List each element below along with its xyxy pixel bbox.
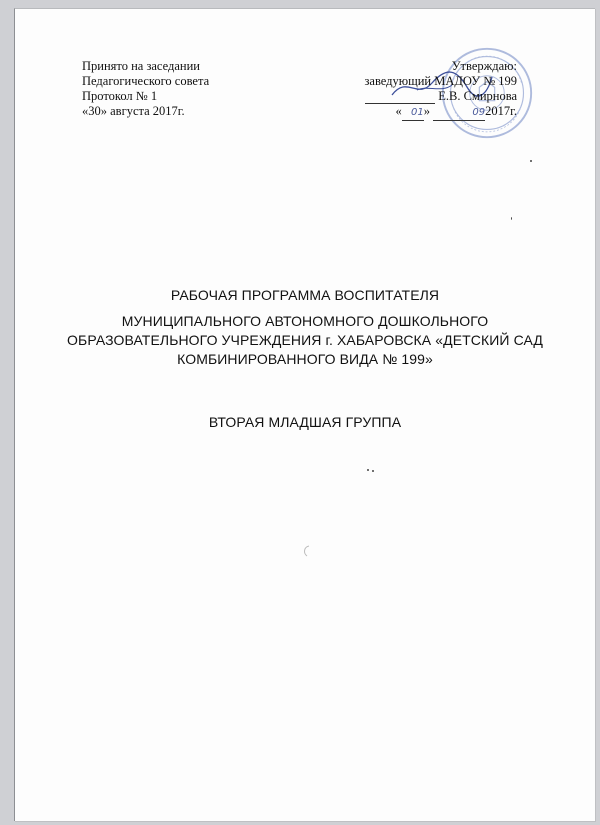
signature-row	[347, 89, 517, 104]
organization-line: ОБРАЗОВАТЕЛЬНОГО УЧРЕЖДЕНИЯ г. ХАБАРОВСКА «ДЕТСКИЙ САД	[67, 332, 543, 348]
director-position: заведующий МАДОУ № 199	[364, 74, 517, 88]
signature-line	[365, 92, 435, 104]
director-name: Е.В. Смирнова	[438, 89, 517, 103]
date-quote-close: »	[423, 104, 431, 118]
director-approval-block	[347, 59, 517, 121]
organization-name	[15, 312, 595, 369]
document-page	[14, 8, 595, 821]
organization-line: КОМБИНИРОВАННОГО ВИДА № 199»	[177, 351, 433, 367]
date-quote-open: «	[395, 104, 402, 118]
date-day: 01	[402, 105, 424, 121]
scan-speck	[367, 469, 369, 471]
document-title: РАБОЧАЯ ПРОГРАММА ВОСПИТАТЕЛЯ	[170, 287, 440, 303]
approve-heading: Утверждаю:	[451, 59, 517, 73]
scan-speck	[511, 217, 512, 220]
council-approval-block	[82, 59, 209, 119]
organization-line: МУНИЦИПАЛЬНОГО АВТОНОМНОГО ДОШКОЛЬНОГО	[121, 313, 489, 329]
scan-mark-icon	[301, 545, 311, 557]
approval-date-row	[347, 104, 517, 121]
scan-speck	[530, 160, 532, 162]
date-month: 09	[433, 105, 485, 121]
protocol-number: Протокол № 1	[82, 89, 158, 103]
scan-speck	[372, 470, 374, 472]
council-approval-line: Принято на заседании	[82, 59, 200, 73]
date-year: 2017г.	[485, 104, 517, 118]
group-name: ВТОРАЯ МЛАДШАЯ ГРУППА	[208, 414, 402, 430]
council-name-line: Педагогического совета	[82, 74, 210, 88]
protocol-date: «30» августа 2017г.	[82, 104, 185, 118]
